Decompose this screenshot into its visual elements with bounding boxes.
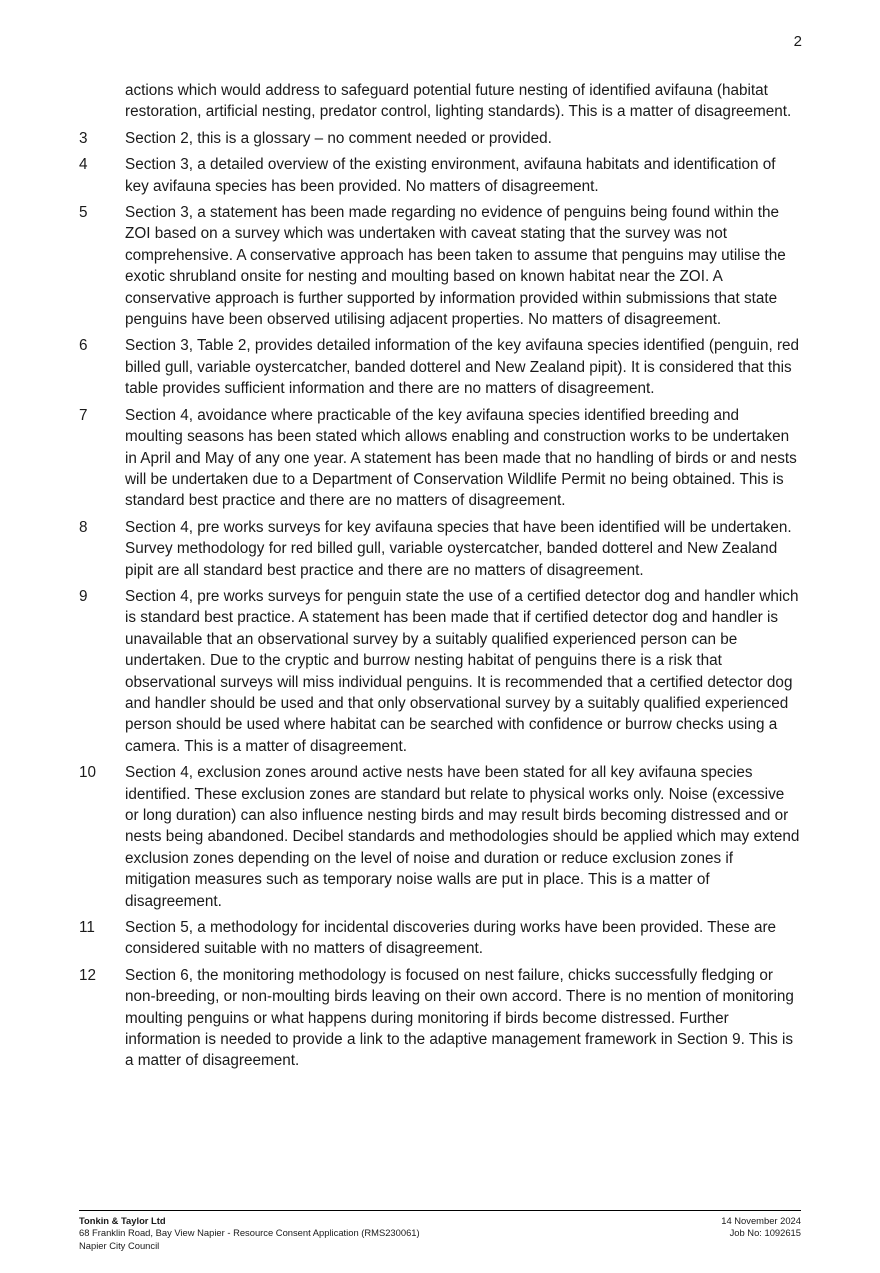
footer-job-number: Job No: 1092615 — [729, 1227, 801, 1239]
document-body — [79, 80, 801, 1077]
paragraph-text: Section 6, the monitoring methodology is focused on nest failure, chicks successfully fledging or non-breeding, or non-moulting birds leaving on their own accord. There is no mention of monitoring moulting penguins or what happens during monitoring if birds become distressed. Further information is needed to provide a link to the adaptive management framework in Section 9. This is a matter of disagreement. — [125, 966, 794, 1070]
footer-right — [721, 1215, 801, 1240]
footer-left — [79, 1215, 420, 1252]
paragraph-number: 4 — [79, 156, 88, 174]
paragraph-text: Section 4, avoidance where practicable of the key avifauna species identified breeding and moulting seasons has been stated which allows enabling and construction works to be undertaken in April and May of any one year. A statement has been made that no handling of birds or and nests will be undertaken due to a Department of Conservation Wildlife Permit no being obtained. This is standard best practice and there are no matters of disagreement. — [125, 406, 797, 510]
footer-project: 68 Franklin Road, Bay View Napier - Resource Consent Application (RMS230061) — [79, 1227, 420, 1239]
paragraph-text: Section 4, pre works surveys for penguin state the use of a certified detector dog and handler which is standard best practice. A statement has been made that if certified detector dog and handler is unavailable that an observational survey by a suitably qualified experienced person can be undertaken. Due to the cryptic and burrow nesting habitat of penguins there is a risk that observational surveys will miss individual penguins. It is recommended that a certified detector dog and handler should be used and that only observational survey by a suitably qualified experienced person should be used where habitat can be searched with confidence or burrow checks using a camera. This is a matter of disagreement. — [125, 587, 799, 755]
numbered-paragraph — [79, 405, 801, 512]
numbered-paragraph — [79, 762, 801, 912]
paragraph-number: 3 — [79, 129, 88, 147]
footer-client: Napier City Council — [79, 1239, 160, 1251]
paragraph-number: 9 — [79, 587, 88, 605]
numbered-paragraph — [79, 965, 801, 1072]
numbered-paragraph — [79, 335, 801, 399]
footer-date: 14 November 2024 — [721, 1215, 801, 1226]
paragraph-number: 11 — [79, 919, 95, 937]
numbered-paragraph — [79, 917, 801, 960]
numbered-paragraph — [79, 128, 801, 149]
numbered-paragraph — [79, 202, 801, 330]
paragraph-number: 5 — [79, 204, 88, 222]
page-number: 2 — [793, 33, 802, 50]
paragraph-text: Section 4, pre works surveys for key avifauna species that have been identified will be undertaken. Survey methodology for red billed gull, variable oystercatcher, banded dotterel and New Zealand pipit are all standard best practice and there are no matters of disagreement. — [125, 518, 792, 579]
paragraph-number: 6 — [79, 337, 88, 355]
paragraph-text: Section 3, a statement has been made regarding no evidence of penguins being found within the ZOI based on a survey which was undertaken with caveat stating that the survey was not comprehensive. A conservative approach has been taken to assume that penguins may utilise the exotic shrubland onsite for nesting and moulting based on known habitat near the ZOI. A conservative approach is further supported by information provided within submissions that state penguins have been observed utilising adjacent properties. No matters of disagreement. — [125, 204, 786, 329]
paragraph-number: 12 — [79, 966, 97, 984]
paragraph-number: 7 — [79, 406, 88, 424]
paragraph-text: Section 2, this is a glossary – no comment needed or provided. — [125, 129, 552, 147]
numbered-paragraph — [79, 517, 801, 581]
paragraph-text: Section 3, a detailed overview of the existing environment, avifauna habitats and identification of key avifauna species has been provided. No matters of disagreement. — [125, 156, 776, 195]
continuation-paragraph: actions which would address to safeguard potential future nesting of identified avifauna (habitat restoration, artificial nesting, predator control, lighting standards). This is a matter of disagreement. — [125, 82, 792, 121]
page-footer — [79, 1210, 801, 1252]
paragraph-number: 8 — [79, 518, 88, 536]
numbered-paragraph — [79, 154, 801, 197]
paragraph-text: Section 3, Table 2, provides detailed information of the key avifauna species identified (penguin, red billed gull, variable oystercatcher, banded dotterel and New Zealand pipit). It is considered that this table provides sufficient information and there are no matters of disagreement. — [125, 337, 800, 398]
paragraph-number: 10 — [79, 764, 97, 782]
footer-company: Tonkin & Taylor Ltd — [79, 1215, 166, 1226]
numbered-paragraph — [79, 586, 801, 757]
paragraph-text: Section 5, a methodology for incidental discoveries during works have been provided. These are considered suitable with no matters of disagreement. — [125, 919, 777, 958]
paragraph-text: Section 4, exclusion zones around active nests have been stated for all key avifauna species identified. These exclusion zones are standard but relate to physical works only. Noise (excessive or long duration) can also influence nesting birds and may result birds becoming distressed and or nests being abandoned. Decibel standards and methodologies should be applied which may extend exclusion zones depending on the level of noise and duration or reduce exclusion zones if mitigation measures such as temporary noise walls are put in place. This is a matter of disagreement. — [125, 764, 800, 910]
